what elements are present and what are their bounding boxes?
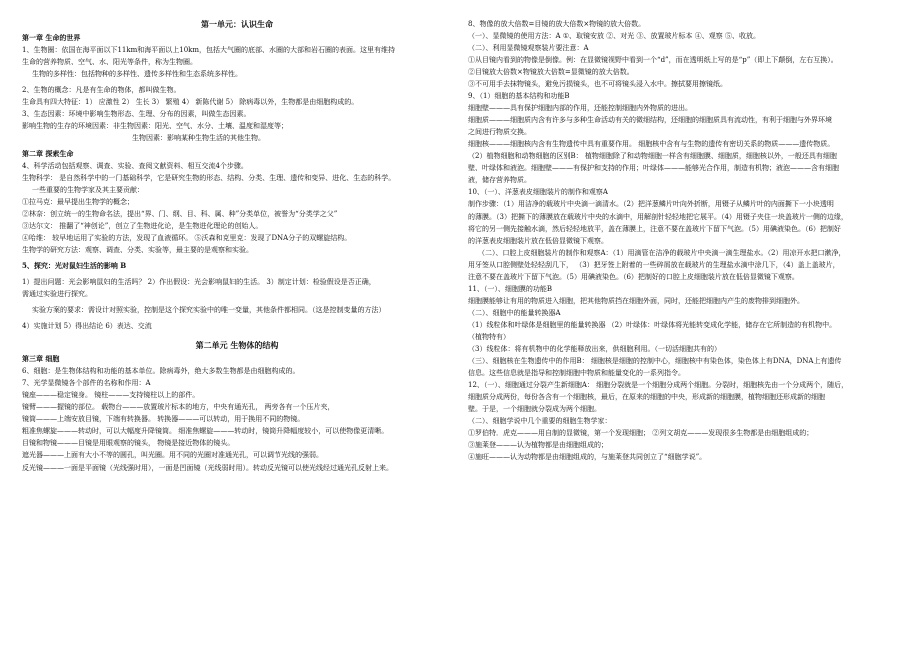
text-line: 1、生物圈：依国在海平面以下11km和海平面以上10km，包括大气圈的底部、水圈的大部和岩石圈的表面。这里有维持 — [22, 45, 396, 54]
text-line: 壁、叶绿体和液泡。细胞壁———有保护和支持的作用；叶绿体———能够光合作用，制造有机物；液泡———含有细胞 — [468, 164, 839, 173]
text-line: 4）实施计划 5）得出结论 6）表达、交流 — [22, 322, 152, 331]
section-heading: 第二章 探索生命 — [22, 149, 74, 159]
spacer — [22, 332, 452, 339]
text-line: （二）、细胞学说中几个重要的细胞生物学家： — [468, 417, 612, 426]
text-line: 11、（一）、细胞膜的功能B — [468, 284, 553, 293]
text-line: 12、（一）、细胞通过分裂产生新细胞A： 细胞分裂就是一个细胞分成两个细胞。分裂时，细胞核先由一个分成两个，随后， — [468, 380, 849, 389]
text-line: 6、细胞：是生物体结构和功能的基本单位。除病毒外，绝大多数生物都是由细胞构成的。 — [22, 367, 300, 376]
text-line: （二）、利用显微镜观察装片要注意：A — [468, 44, 589, 53]
text-line: 细胞质分成两份，每份各含有一个细胞核，最后，在原来的细胞的中央，形成新的细胞膜，植物细胞还形成新的细胞 — [468, 392, 825, 401]
text-line: 之间进行物质交换。 — [468, 128, 531, 137]
text-line: 将它的另一侧先接触水滴，然后轻轻地放平，盖在薄膜上，注意不要在盖玻片下留下气泡。（5）用碘液染色。（6）把制好 — [468, 224, 841, 233]
text-line: ②林奈：创立统一的生物命名法，提出“界、门、纲、目、科、属、种”分类单位，被誉为“分类学之父” — [22, 210, 338, 219]
text-line: 4、科学活动包括观察、调查、实验、查阅文献资料、相互交流4个步骤。 — [22, 162, 248, 171]
text-line: （3）线粒体：将有机物中的化学能释放出来，供细胞利用。（一切活细胞共有的） — [468, 344, 721, 353]
text-line: （二）、细胞中的能量转换器A — [468, 308, 561, 317]
text-line: 用牙签从口腔侧壁处轻轻刮几下， （3）把牙签上附着的一些碎屑放在载玻片的生理盐水滴中涂几下，（4）盖上盖玻片， — [468, 260, 840, 269]
text-line: 镜座———稳定镜身。 镜柱———支持镜柱以上的部件。 — [22, 391, 200, 400]
text-line: 粗准焦螺旋———转动时，可以大幅度升降镜筒。 细准焦螺旋———转动时，镜筒升降幅度较小，可以使物像更清晰。 — [22, 427, 389, 436]
section-heading: 第三章 细胞 — [22, 354, 60, 364]
text-line: 影响生物的生存的环境因素：非生物因素：阳光、空气、水分、土壤、温度和湿度等； — [22, 121, 288, 130]
text-line: （2）植物细胞和动物细胞的区别B： 植物细胞除了和动物细胞一样含有细胞膜、细胞质，细胞核以外，一般还具有细胞 — [468, 152, 837, 161]
text-line: 8、物像的放大倍数=目镜的放大倍数×物镜的放大倍数。 — [468, 20, 646, 28]
text-line: 反光镜———一面是平面镜（光线强时用），一面是凹面镜（光线弱时用）。转动反光镜可以使光线经过通光孔反射上来。 — [22, 463, 393, 472]
text-line: 壁。于是，一个细胞就分裂成为两个细胞。 — [468, 405, 601, 413]
text-line: 实验方案的要求：需设计对照实验，控制是这个探究实验中的唯一变量，其他条件都相同。（这是控制变量的方法） — [32, 306, 386, 315]
text-line: ③不可用手去抹物镜头，避免污损镜头，也不可将镜头浸入水中。擦拭要用擦镜纸。 — [468, 80, 727, 89]
text-line: ④哈维： 较早地运用了实验的方法，发现了血液循环。 ⑤沃森和克里克：发现了DNA分子的双螺旋结构。 — [22, 234, 352, 243]
text-line: 生命具有四大特征：1） 应激性 2） 生长 3） 繁殖 4） 新陈代谢 5） 除病毒以外，生物都是由细胞构成的。 — [22, 97, 359, 106]
text-line: ①罗伯特．虎克———用自制的显微镜，第一个发现细胞； ②列文胡克———发现很多生物都是由细胞组成的； — [468, 429, 814, 438]
unit-title: 第二单元 生物体的结构 — [195, 340, 279, 351]
text-line: 细胞核———细胞核内含有生物遗传中具有重要作用。 细胞核中含有与生物的遗传有密切关系的物质———遗传物质。 — [468, 140, 835, 149]
text-line: （植物特有） — [468, 332, 510, 341]
text-line: 9、（1）细胞的基本结构和功能B — [468, 92, 570, 101]
text-line: 生物的多样性：包括物种的多样性、遗传多样性和生态系统多样性。 — [32, 69, 242, 78]
text-line: ①拉马克：最早提出生物学的概念； — [22, 198, 134, 207]
text-line: 7、光学显微镜各个部件的名称和作用：A — [22, 379, 151, 388]
text-line: 细胞膜能够让有用的物质进入细胞，把其他物质挡在细胞外面，同时，还能把细胞内产生的废物排到细胞外。 — [468, 296, 804, 305]
text-line: 需通过实验进行探究。 — [22, 290, 92, 299]
text-line: 镜臂———握镜的部位。 载物台———放置玻片标本的地方，中央有通光孔， 两旁各有一个压片夹， — [22, 403, 335, 412]
section-heading: 5、探究：光对鼠妇生活的影响 B — [22, 261, 127, 271]
text-line: 镜筒———上端安放目镜，下端有转换器。 转换器———可以转动，用于换用不同的物镜。 — [22, 415, 305, 424]
text-line: （二）、口腔上皮细胞装片的制作和观察A：（1）用滴管在洁净的载玻片中央滴一滴生理盐水。（2）用凉开水把口漱净， — [478, 248, 846, 257]
left-column — [22, 18, 452, 474]
text-line: 信息。这些信息就是指导和控制细胞中物质和能量变化的一系列指令。 — [468, 368, 685, 377]
text-line: ③达尔文： 推翻了“神创论”，创立了生物进化论，是生物进化理论的创始人。 — [22, 222, 263, 231]
text-line: 生命的营养物质、空气、水、阳光等条件，称为生物圈。 — [22, 57, 197, 66]
text-line: ③施莱登———认为植物都是由细胞组成的； — [468, 441, 608, 450]
text-line: 制作步骤：（1）用洁净的载玻片中央滴一滴清水。（2）把洋葱鳞片叶向外折断，用镊子从鳞片叶的内面撕下一小块透明 — [468, 200, 834, 209]
text-line: 生物学的研究方法：观察、调查、分类、实验等，最主要的是观察和实验。 — [22, 246, 253, 255]
text-line: ①从目镜内看到的物像是倒像。例：在显微镜视野中看到一个“d”，而在透明纸上写的是“p”（即上下颠倒，左右互换）。 — [468, 56, 838, 65]
right-column — [468, 18, 900, 463]
section-heading: 第一章 生命的世界 — [22, 32, 81, 42]
text-line: （三）、细胞核在生物遗传中的作用B： 细胞核是细胞的控制中心，细胞核中有染色体，染色体上有DNA，DNA上有遗传 — [468, 356, 842, 365]
text-line: 目镜和物镜———目镜是用眼观察的镜头， 物镜是接近物体的镜头。 — [22, 439, 235, 448]
text-line: 的薄膜。（3）把撕下的薄膜放在载玻片中央的水滴中，用解剖针轻轻地把它展平。（4）用镊子夹住一块盖玻片一侧的边缘， — [468, 212, 848, 221]
text-line: 的洋葱表皮细胞装片放在低倍显微镜下观察。 — [468, 236, 608, 245]
text-line: 2、生物的概念：凡是有生命的物体，都叫做生物。 — [22, 85, 181, 94]
text-line: 一些重要的生物学家及其主要贡献： — [32, 186, 144, 195]
text-line: 生物因素：影响某种生物生活的其他生物。 — [132, 134, 265, 142]
unit-title: 第一单元：认识生命 — [201, 19, 273, 29]
text-line: 液，储存营养物质。 — [468, 176, 531, 185]
text-line: 注意不要在盖玻片下留下气泡。（5）用碘液染色。（6）把制好的口腔上皮细胞装片放在低倍显微镜下观察。 — [468, 272, 799, 281]
text-line: 3、生态因素：环境中影响生物形态、生理、分布的因素，叫做生态因素。 — [22, 109, 251, 118]
text-line: ②目镜放大倍数×物镜放大倍数=显微镜的放大倍数。 — [468, 68, 634, 77]
text-line: （一）、显微镜的使用方法：A ①、取镜安放 ②、对光 ③、放置玻片标本 ④、观察 ⑤、收放。 — [468, 32, 760, 41]
text-line: 10、（一）、洋葱表皮细胞装片的制作和观察A — [468, 188, 608, 197]
text-line: 生物科学： 是自然科学中的一门基础科学，它是研究生物的形态、结构、分类、生理、遗传和变异、进化、生态的科学。 — [22, 174, 396, 183]
text-line: 细胞质———细胞质内含有许多与多种生命活动有关的微细结构，还细胞的细胞质具有流动性，有利于细胞与外界环境 — [468, 116, 832, 125]
text-line: （1）线粒体和叶绿体是细胞里的能量转换器 （2）叶绿体：叶绿体将光能转变成化学能，储存在它所制造的有机物中。 — [468, 320, 837, 329]
text-line: 1）提出问题：光会影响鼠妇的生活吗？ 2）作出假设：光会影响鼠妇的生活。 3）制定计划：检验假设是否正确， — [22, 278, 376, 287]
text-line: ④施旺———认为动物都是由细胞组成的，与施莱登共同创立了“细胞学说”。 — [468, 453, 707, 462]
text-line: 遮光器———上面有大小不等的圆孔，叫光圈。用不同的光圈对准通光孔，可以调节光线的强弱。 — [22, 451, 323, 460]
text-line: 细胞壁———具有保护细胞内部的作用，还能控制细胞内外物质的进出。 — [468, 104, 692, 113]
